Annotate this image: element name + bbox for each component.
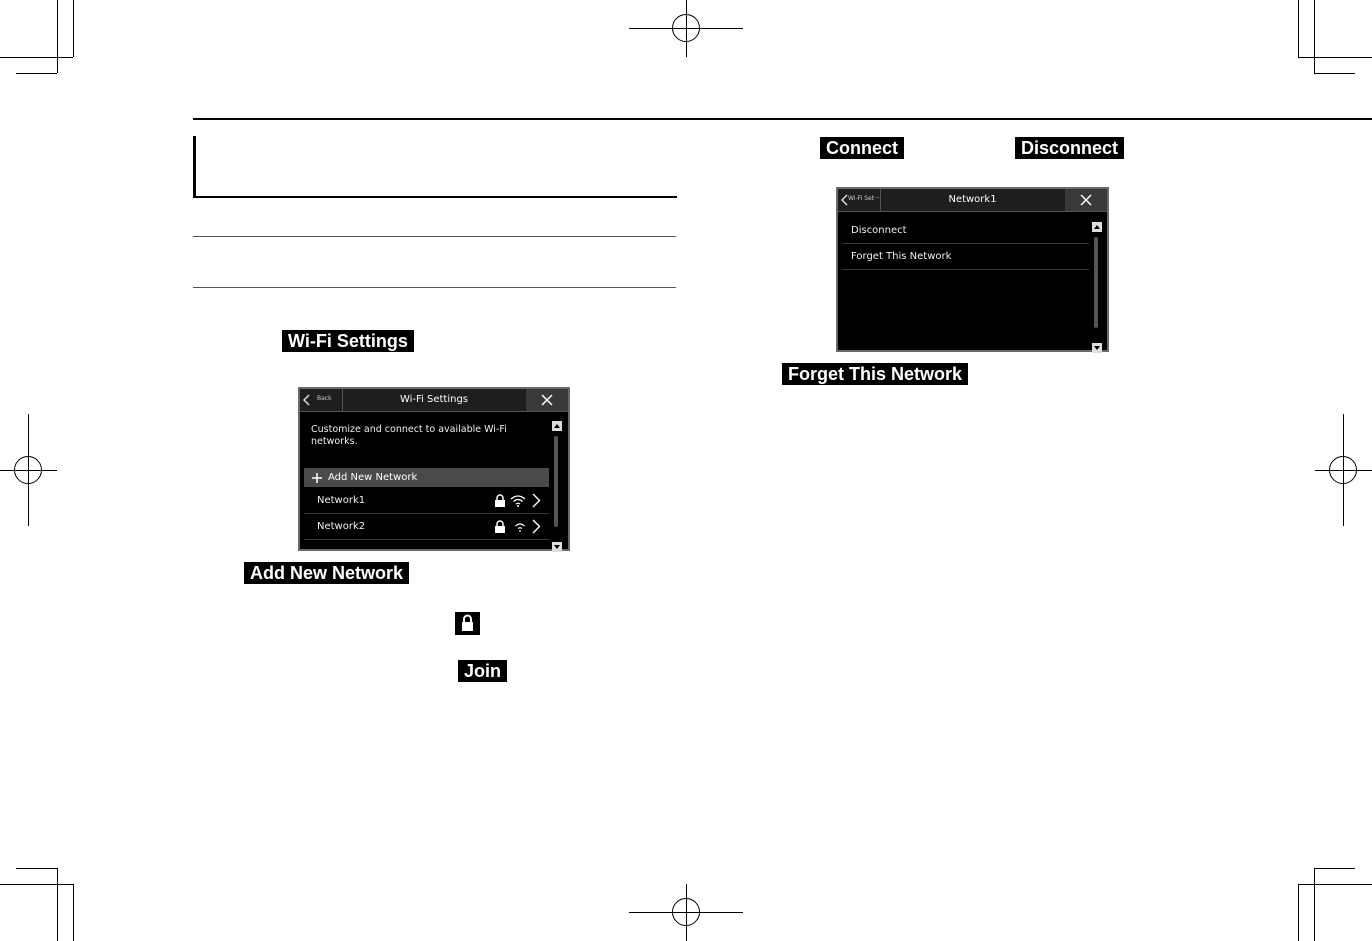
back-button[interactable]: [838, 189, 881, 211]
screen-header: [300, 389, 568, 412]
lock-icon: [455, 612, 480, 635]
close-button[interactable]: [526, 389, 568, 411]
back-button[interactable]: [300, 389, 343, 411]
scrollbar[interactable]: [552, 416, 560, 549]
scroll-track: [554, 436, 558, 527]
scroll-down-button[interactable]: [552, 537, 562, 547]
back-label: Back: [317, 395, 332, 402]
disconnect-label: Disconnect: [1015, 137, 1124, 159]
add-new-network-label: Add New Network: [244, 562, 409, 584]
heading-box: [193, 136, 677, 198]
network-name: Network2: [317, 521, 366, 532]
wifi-settings-screen: [298, 387, 570, 551]
scroll-track: [1094, 237, 1098, 328]
add-new-network-row[interactable]: [304, 468, 549, 487]
forget-this-network-label: Forget This Network: [782, 363, 968, 385]
scrollbar[interactable]: [1092, 217, 1100, 350]
connect-label: Connect: [820, 137, 904, 159]
lock-icon: [494, 494, 506, 507]
menu-item-disconnect[interactable]: [842, 218, 1089, 244]
screen-description: Customize and connect to available Wi-Fi networks.: [311, 424, 507, 447]
network-detail-screen: [836, 187, 1109, 352]
close-icon: [541, 394, 553, 406]
join-label: Join: [458, 660, 507, 682]
wifi-signal-icon: [514, 522, 526, 532]
chevron-left-icon: [303, 394, 311, 406]
header-rule: [193, 118, 1372, 120]
menu-item-label: Forget This Network: [851, 251, 952, 262]
section-rule-bottom: [193, 287, 676, 288]
scroll-down-button[interactable]: [1092, 338, 1102, 348]
screen-header: [838, 189, 1107, 212]
wifi-signal-icon: [510, 494, 526, 507]
back-label: Wi-Fi Set···: [848, 195, 880, 202]
plus-icon: [312, 473, 322, 483]
chevron-right-icon: [532, 519, 541, 534]
screen-title: Wi-Fi Settings: [399, 394, 469, 405]
network-row[interactable]: [304, 488, 549, 514]
screen-title: Network1: [948, 194, 997, 205]
wifi-settings-label: Wi-Fi Settings: [282, 330, 414, 352]
menu-item-forget[interactable]: [842, 244, 1089, 270]
menu-item-label: Disconnect: [851, 225, 907, 236]
lock-icon: [494, 520, 506, 533]
close-button[interactable]: [1065, 189, 1107, 211]
scroll-up-button[interactable]: [552, 416, 562, 426]
section-rule-top: [193, 236, 676, 237]
add-new-network-text: Add New Network: [328, 472, 418, 483]
scroll-up-button[interactable]: [1092, 217, 1102, 227]
network-name: Network1: [317, 495, 366, 506]
network-row[interactable]: [304, 514, 549, 540]
close-icon: [1080, 194, 1092, 206]
chevron-right-icon: [532, 493, 541, 508]
